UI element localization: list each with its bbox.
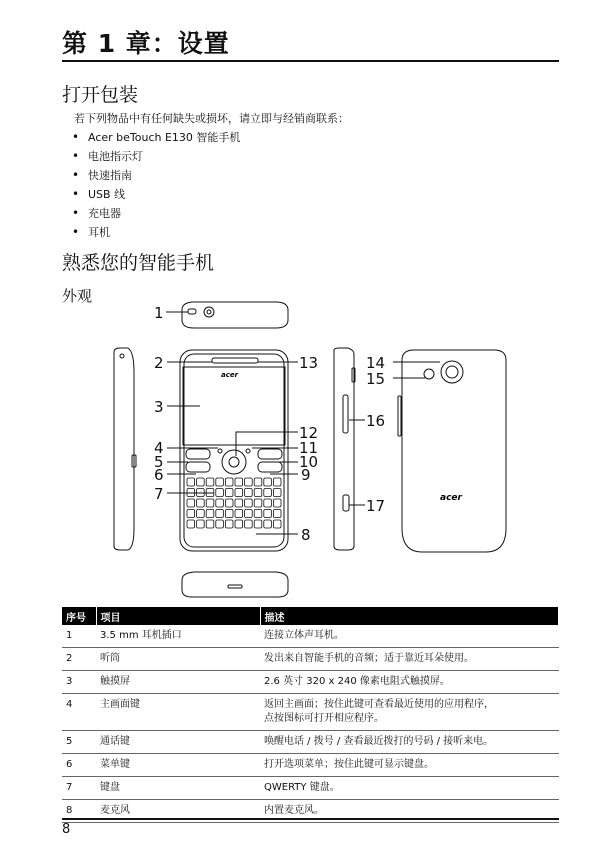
callout-2: 2: [154, 354, 164, 372]
table-row: [62, 777, 559, 800]
table-row: [62, 648, 559, 671]
keyboard-key: [235, 520, 243, 528]
row-item: 麦克风: [96, 800, 260, 823]
table-row: [62, 625, 559, 648]
list-item: • 充电器: [72, 204, 240, 223]
callout-17: 17: [366, 497, 386, 515]
keyboard-key: [197, 510, 205, 518]
keyboard-key: [245, 520, 253, 528]
row-desc: QWERTY 键盘。: [260, 777, 559, 800]
keyboard-key: [197, 520, 205, 528]
keyboard-key: [206, 478, 214, 486]
callout-5: 5: [154, 453, 164, 471]
row-item: 键盘: [96, 777, 260, 800]
row-num: 3: [62, 671, 96, 694]
keyboard-key: [206, 499, 214, 507]
keyboard-key: [254, 499, 262, 507]
callout-7: 7: [154, 485, 164, 503]
front-logo: acer: [221, 371, 239, 379]
callout-6: 6: [154, 466, 164, 484]
callout-14: 14: [366, 354, 386, 372]
keyboard-key: [235, 489, 243, 497]
keyboard-key: [264, 510, 272, 518]
callout-16: 16: [366, 412, 386, 430]
keyboard-key: [264, 520, 272, 528]
row-desc: 唤醒电话 / 拨号 / 查看最近拨打的号码 / 接听来电。: [260, 731, 559, 754]
phone-front-view: [180, 350, 288, 551]
keyboard-key: [245, 510, 253, 518]
keyboard-key: [245, 499, 253, 507]
list-item: • USB 线: [72, 185, 240, 204]
chapter-title: 第 1 章：设置: [62, 29, 230, 58]
phone-top-view: [182, 302, 288, 328]
back-logo: acer: [440, 493, 462, 503]
keyboard-key: [216, 520, 224, 528]
phone-bottom-view: [182, 572, 288, 597]
footer-rule: [62, 818, 559, 820]
row-desc: 内置麦克风。: [260, 800, 559, 823]
table-row: [62, 754, 559, 777]
header-desc: 描述: [260, 607, 559, 625]
callout-12: 12: [299, 424, 319, 442]
keyboard-key: [216, 499, 224, 507]
phone-left-side-view: [114, 348, 136, 550]
keyboard-key: [235, 499, 243, 507]
list-item: • 电池指示灯: [72, 147, 240, 166]
callout-13: 13: [299, 354, 319, 372]
table-header-row: [62, 607, 559, 625]
keyboard-key: [264, 478, 272, 486]
row-item: 听筒: [96, 648, 260, 671]
row-desc: 2.6 英寸 320 x 240 像素电阻式触摸屏。: [260, 671, 559, 694]
callout-8: 8: [301, 526, 311, 544]
row-num: 5: [62, 731, 96, 754]
keyboard-key: [235, 478, 243, 486]
keyboard-key: [235, 510, 243, 518]
callout-11: 11: [299, 439, 319, 457]
callout-15: 15: [366, 370, 386, 388]
row-item: 菜单键: [96, 754, 260, 777]
keyboard-key: [225, 478, 233, 486]
keyboard-key: [216, 510, 224, 518]
keyboard-key: [225, 520, 233, 528]
keyboard-key: [216, 489, 224, 497]
row-desc-line: 点按图标可打开相应程序。: [264, 713, 384, 724]
keyboard-key: [187, 499, 195, 507]
row-num: 8: [62, 800, 96, 823]
row-desc: 发出来自智能手机的音频；适于靠近耳朵使用。: [260, 648, 559, 671]
chapter-rule: [62, 60, 559, 62]
row-desc: [260, 694, 559, 731]
list-item: • 耳机: [72, 223, 240, 242]
keyboard-key: [254, 520, 262, 528]
keyboard-key: [197, 499, 205, 507]
row-num: 4: [62, 694, 96, 731]
component-table: [62, 607, 559, 823]
phone-diagram: [100, 298, 520, 600]
keyboard-key: [225, 499, 233, 507]
callout-1: 1: [154, 304, 164, 322]
table-row: [62, 694, 559, 731]
keyboard-key: [187, 510, 195, 518]
callout-3: 3: [154, 398, 164, 416]
keyboard-key: [264, 499, 272, 507]
keyboard-key: [206, 510, 214, 518]
phone-back-view: [398, 350, 506, 552]
table-row: [62, 671, 559, 694]
list-item: • Acer beTouch E130 智能手机: [72, 128, 240, 147]
keyboard-key: [187, 478, 195, 486]
callout-4: 4: [154, 439, 164, 457]
header-item: 项目: [96, 607, 260, 625]
keyboard-key: [273, 520, 281, 528]
unpack-heading: 打开包装: [62, 84, 139, 106]
header-num: 序号: [62, 607, 96, 625]
keyboard-key: [216, 478, 224, 486]
row-item: 通话键: [96, 731, 260, 754]
keyboard-key: [273, 499, 281, 507]
package-contents-list: [72, 128, 240, 242]
keyboard-key: [187, 520, 195, 528]
row-item: 主画面键: [96, 694, 260, 731]
row-num: 7: [62, 777, 96, 800]
unpack-intro: 若下列物品中有任何缺失或损坏，请立即与经销商联系：: [74, 112, 349, 125]
qwerty-keyboard: [187, 478, 281, 528]
row-item: 触摸屏: [96, 671, 260, 694]
keyboard-key: [254, 478, 262, 486]
keyboard-key: [197, 478, 205, 486]
row-num: 1: [62, 625, 96, 648]
row-item: 3.5 mm 耳机插口: [96, 625, 260, 648]
keyboard-key: [254, 510, 262, 518]
appearance-subheading: 外观: [62, 287, 93, 305]
phone-right-side-view: [334, 348, 355, 550]
row-desc: 打开选项菜单；按住此键可显示键盘。: [260, 754, 559, 777]
keyboard-key: [225, 489, 233, 497]
keyboard-key: [264, 489, 272, 497]
callout-9: 9: [301, 466, 311, 484]
callout-leaders: [166, 312, 440, 534]
keyboard-key: [273, 510, 281, 518]
keyboard-key: [254, 489, 262, 497]
table-row: [62, 731, 559, 754]
page-number: 8: [62, 822, 71, 837]
keyboard-key: [206, 520, 214, 528]
keyboard-key: [245, 489, 253, 497]
know-heading: 熟悉您的智能手机: [62, 252, 215, 274]
row-desc-line: 返回主画面；按住此键可查看最近使用的应用程序，: [264, 699, 494, 710]
list-item: • 快速指南: [72, 166, 240, 185]
callout-10: 10: [299, 453, 319, 471]
keyboard-key: [273, 478, 281, 486]
row-desc: 连接立体声耳机。: [260, 625, 559, 648]
keyboard-key: [273, 489, 281, 497]
row-num: 2: [62, 648, 96, 671]
keyboard-key: [225, 510, 233, 518]
keyboard-key: [245, 478, 253, 486]
row-num: 6: [62, 754, 96, 777]
